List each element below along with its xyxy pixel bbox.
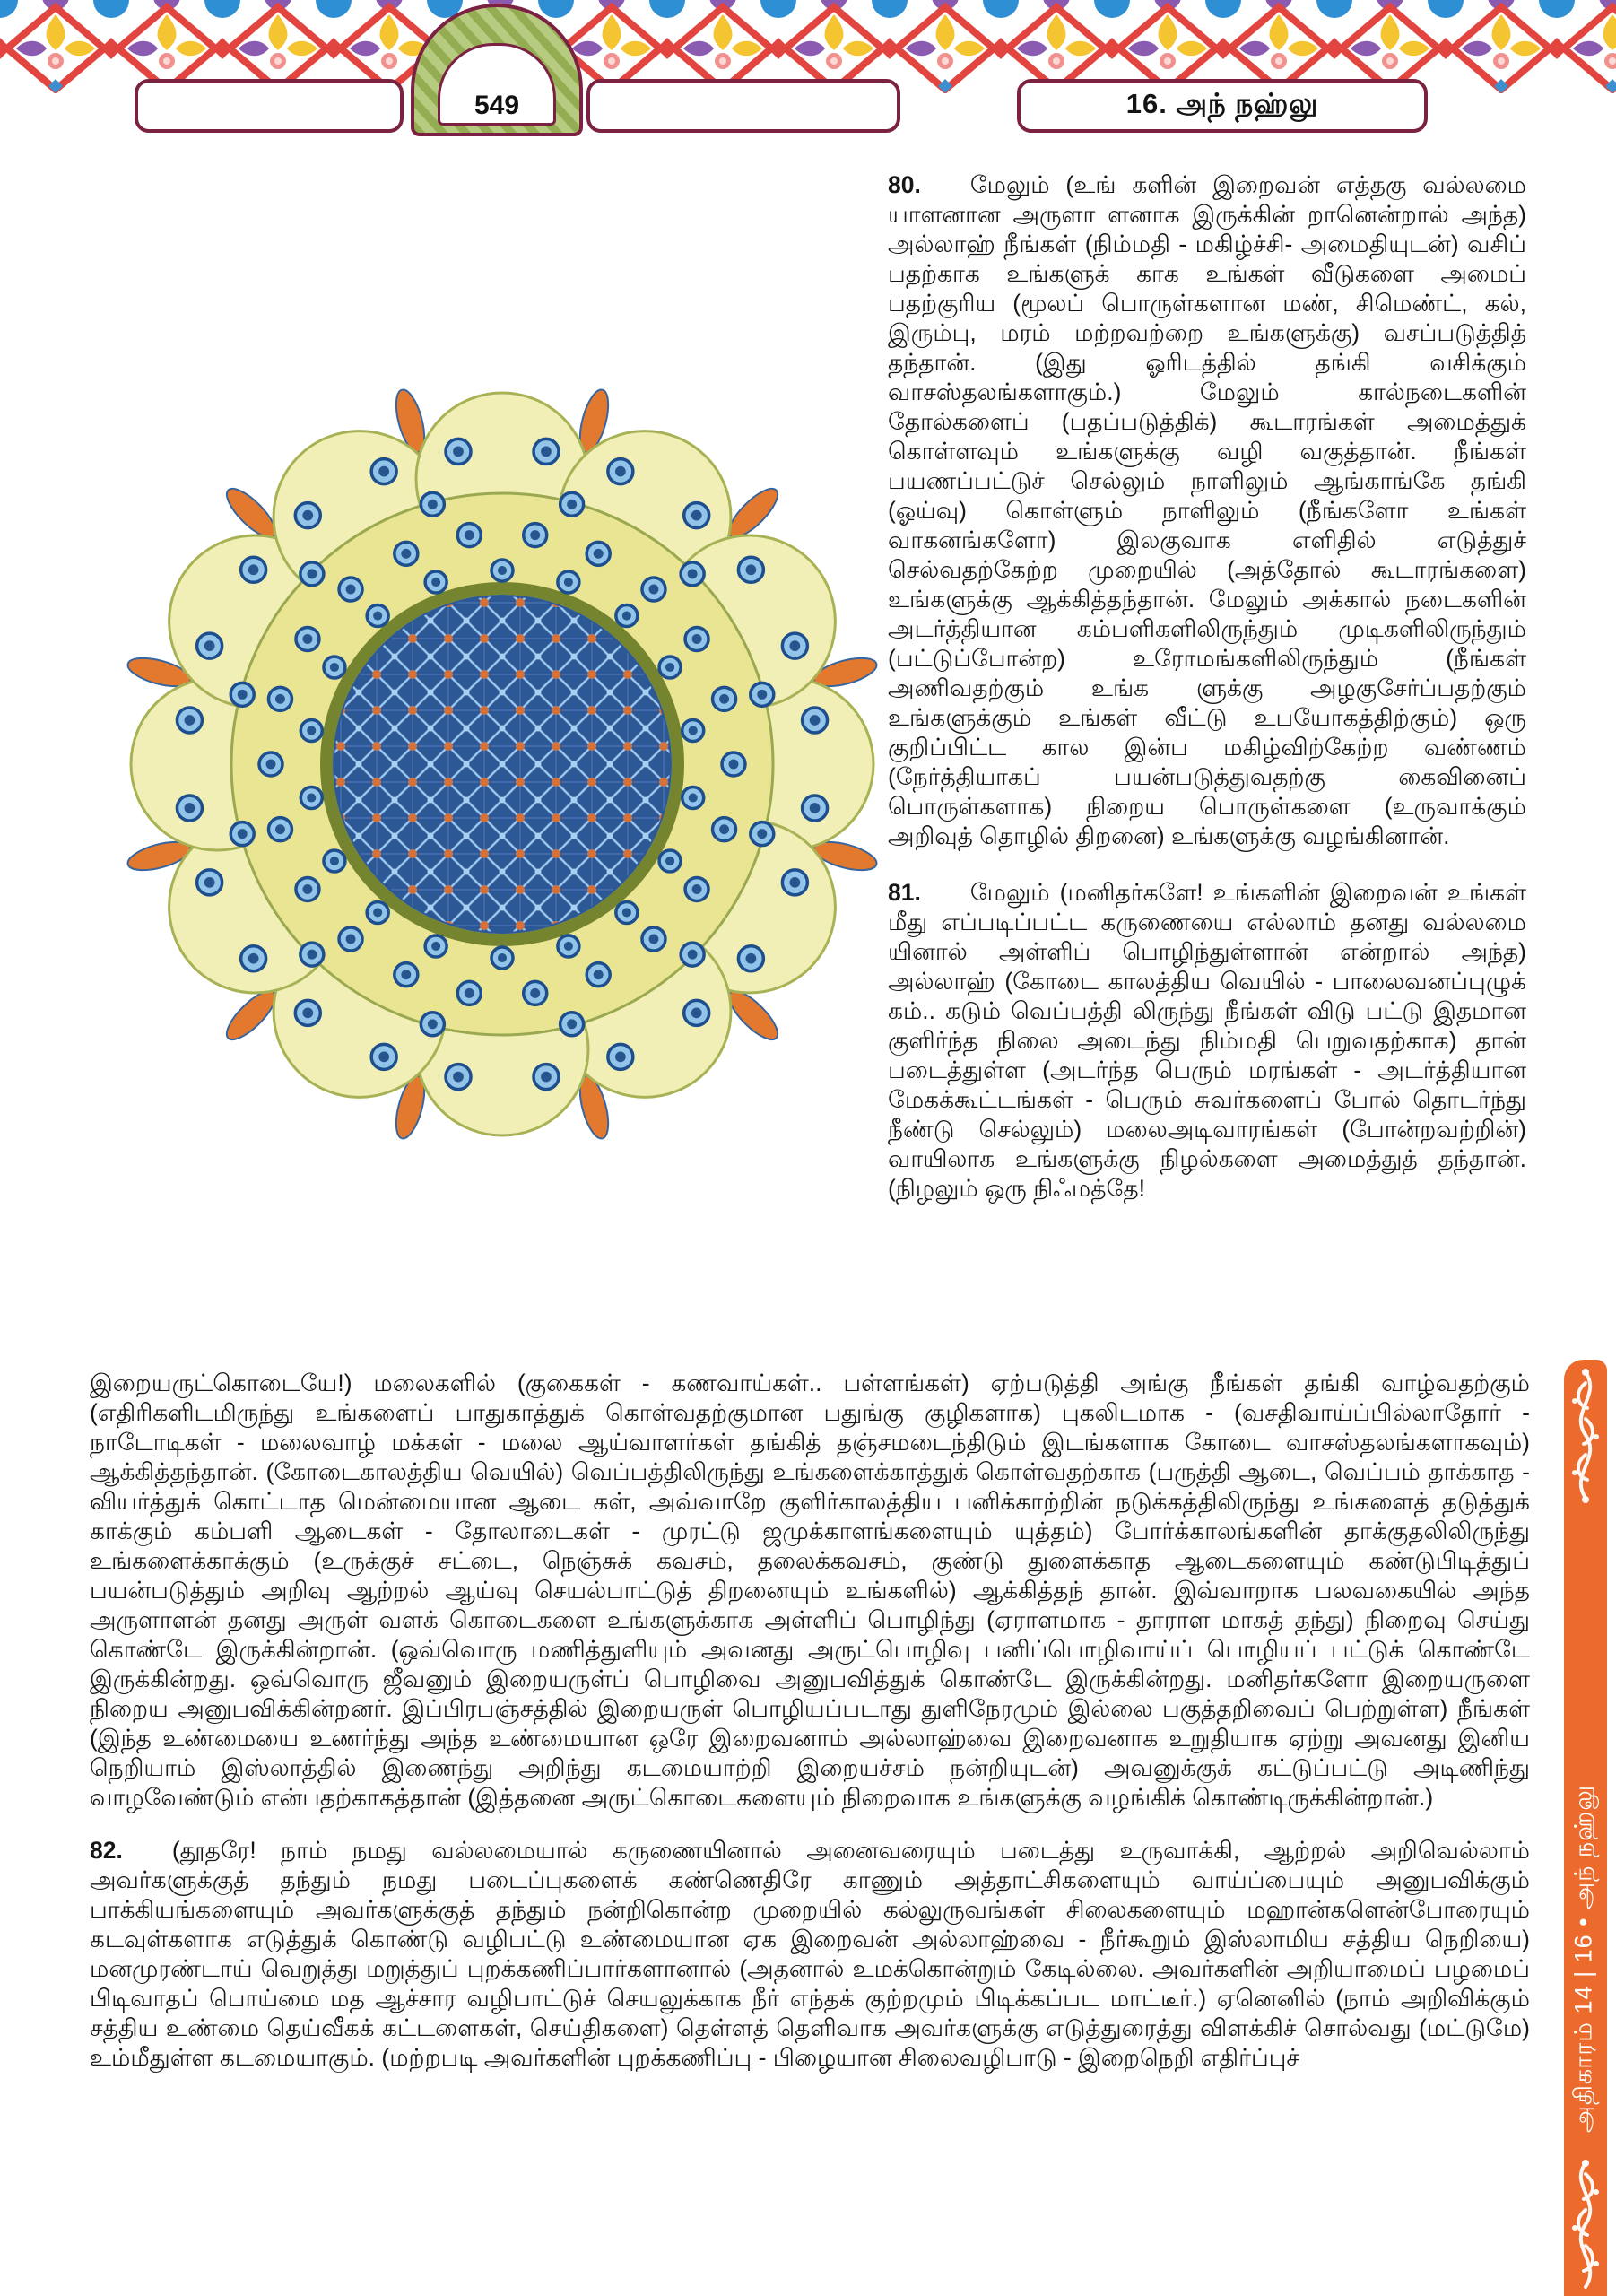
verse-81-continuation-paragraph	[90, 1369, 1530, 1813]
sidebar-floral-ornament-bottom	[1564, 2158, 1607, 2292]
verse-82-number: 82.	[90, 1837, 123, 1864]
verse-81-continuation-text: இறையருட்கொடையே!) மலைகளில் (குகைகள் - கணவாய்கள்.. பள்ளங்கள்) ஏற்படுத்தி அங்கு நீங்கள் தங்கி வாழ்வதற்கும் (எதிரிகளிடமிருந்து உங்களைப் பாதுகாத்துக் கொள்வதற்குமான பதுங்கு குழிகளாக) புகலிடமாக - (வசதிவாய்ப்பில்லாதோர் - நாடோடிகள் - மலைவாழ் மக்கள் - மலை ஆய்வாளர்கள் தங்கித் தஞ்சமடைந்திடும் இடங்களாக கோடை வாசஸ்தலங்களாகவும்) ஆக்கித்தந்தான். (கோடைகாலத்திய வெயில்) வெப்பத்திலிருந்து உங்களைக்காத்துக் கொள்வதற்காக (பருத்தி ஆடை, வெப்பம் தாக்காத - வியர்த்துக் கொட்டாத மென்மையான ஆடை கள், அவ்வாறே குளிர்காலத்திய பனிக்காற்றின் நடுக்கத்திலிருந்து உங்களைத் தடுத்துக் காக்கும் கம்பளி ஆடைகள் - தோலாடைகள் - முரட்டு ஜமுக்காளங்களையும் யுத்தம்) போர்க்காலங்களின் தாக்குதலிலிருந்து உங்களைக்காக்கும் (உருக்குச் சட்டை, நெஞ்சுக் கவசம், தலைக்கவசம், குண்டு துளைக்காத ஆடைகளையும் கண்டுபிடித்துப் பயன்படுத்தும் அறிவு ஆற்றல் ஆய்வு செயல்பாட்டுத் திறனையும் உங்களில்) ஆக்கித்தந் தான். இவ்வாறாக பலவகையில் அந்த அருளாளன் தனது அருள் வளக் கொடைகளை உங்களுக்காக அள்ளிப் பொழிந்து (ஏராளமாக - தாராள மாகத் தந்து) நிறைவு செய்து கொண்டே இருக்கின்றான். (ஒவ்வொரு மணித்துளியும் அவனது அருட்பொழிவு பனிப்பொழிவாய்ப் பொழியப் பட்டுக் கொண்டே இருக்கின்றது. ஒவ்வொரு ஜீவனும் இறையருள்ப் பொழிவை அனுபவித்துக் கொண்டே இருக்கின்றது. மனிதர்களோ இறையருளை நிறைய அனுபவிக்கின்றனர். இப்பிரபஞ்சத்தில் இறையருள் பொழியப்படாது துளிநேரமும் இல்லை பகுத்தறிவைப் பெற்றுள்ள) நீங்கள் (இந்த உண்மையை உணர்ந்து அந்த உண்மையான ஒரே இறைவனாம் அல்லாஹ்வை இறைவனாக உறுதியாக ஏற்று அவனது இனிய நெறியாம் இஸ்லாத்தில் இணைந்து அறிந்து கடமையாற்றி இறையச்சம் நன்றியுடன்) அவனுக்குக் கட்டுப்பட்டு அடிணிந்து வாழவேண்டும் என்பதற்காகத்தான் (இத்தனை அருட்கொடைகளையும் நிறைவாக உங்களுக்கு வழங்கிக் கொண்டிருக்கின்றான்.)	[90, 1370, 1530, 1811]
sidebar-chapter-label: அதிகாரம் 14 | 16 • அந் நஹ்லு	[1569, 1785, 1597, 2134]
header-cartouche-middle	[586, 79, 900, 133]
verse-80-paragraph	[888, 170, 1526, 851]
islamic-rosette-ornament	[115, 377, 890, 1152]
verse-81-text: மேலும் (மனிதர்களே! உங்களின் இறைவன் உங்கள் மீது எப்படிப்பட்ட கருணையை எல்லாம் தனது வல்லமை யினால் அள்ளிப் பொழிந்துள்ளான் என்றால் அந்த) அல்லாஹ் (கோடை காலத்திய வெயில் - பாலைவனப்புழுக் கம்.. கடும் வெப்பத்தி லிருந்து நீங்கள் விடு பட்டு இதமான குளிர்ந்த நிலை அடைந்து நிம்மதி பெறுவதற்காக) தான் படைத்துள்ள (அடர்ந்த பெரும் மரங்கள் - அடர்த்தியான மேகக்கூட்டங்கள் - பெரும் சுவர்களைப் போல் தொடர்ந்து நீண்டு செல்லும்) மலைஅடிவாரங்கள் (போன்றவற்றின்) வாயிலாக உங்களுக்கு நிழல்களை அமைத்துத் தந்தான். (நிழலும் ஒரு நிஃமத்தே!	[888, 879, 1526, 1202]
chapter-title: 16. அந் நஹ்லு	[1125, 88, 1319, 119]
header-cartouche-title	[1017, 79, 1428, 133]
page-number: 549	[438, 43, 556, 126]
verse-80-text: மேலும் (உங் களின் இறைவன் எத்தகு வல்லமை யாளனான அருளா ளனாக இருக்கின் றானென்றால் அந்த) அல்லாஹ் நீங்கள் (நிம்மதி - மகிழ்ச்சி- அமைதியுடன்) வசிப் பதற்காக உங்களுக் காக உங்கள் வீடுகளை அமைப் பதற்குரிய (மூலப் பொருள்களான மண், சிமெண்ட், கல், இரும்பு, மரம் மற்றவற்றை உங்களுக்கு) வசப்படுத்தித் தந்தான். (இது ஓரிடத்தில் தங்கி வசிக்கும் வாசஸ்தலங்களாகும்.) மேலும் கால்நடைகளின் தோல்களைப் (பதப்படுத்திக்) கூடாரங்கள் அமைத்துக் கொள்ளவும் உங்களுக்கு வழி வகுத்தான். நீங்கள் பயணப்பட்டுச் செல்லும் நாளிலும் ஆங்காங்கே தங்கி (ஓய்வு) கொள்ளும் நாளிலும் (நீங்களோ உங்கள் வாகனங்களோ) இலகுவாக எளிதில் எடுத்துச் செல்வதற்கேற்ற முறையில் (அத்தோல் கூடாரங்களை) உங்களுக்கு ஆக்கித்தந்தான். மேலும் அக்கால் நடைகளின் அடர்த்தியான கம்பளிகளிலிருந்தும் முடிகளிலிருந்தும் (பட்டுப்போன்ற) உரோமங்களிலிருந்தும் (நீங்கள் அணிவதற்கும் உங்க ளுக்கு அழகுசேர்ப்பதற்கும் உங்களுக்கும் உங்கள் வீட்டு உபயோகத்திற்கும்) ஒரு குறிப்பிட்ட கால இன்ப மகிழ்விற்கேற்ற வண்ணம் (நேர்த்தியாகப் பயன்படுத்துவதற்கு கைவினைப் பொருள்களாக) நிறைய பொருள்களை (உருவாக்கும் அறிவுத் தொழில் திறனை) உங்களுக்கு வழங்கினான்.	[888, 171, 1526, 849]
chapter-sidebar	[1564, 1360, 1607, 2296]
full-width-text-block	[90, 1369, 1530, 2096]
sidebar-floral-ornament-top	[1564, 1365, 1607, 1544]
verse-80-number: 80.	[888, 171, 921, 198]
header-cartouche-left	[135, 79, 404, 133]
verse-81-number: 81.	[888, 879, 921, 906]
verse-82-paragraph	[90, 1836, 1530, 2073]
verse-column	[888, 170, 1526, 1231]
verse-81-paragraph	[888, 878, 1526, 1204]
verse-82-text: (தூதரே! நாம் நமது வல்லமையால் கருணையினால் அனைவரையும் படைத்து உருவாக்கி, ஆற்றல் அறிவெல்லாம் அவர்களுக்குத் தந்தும் நமது படைப்புகளைக் கண்ணெதிரே காணும் அத்தாட்சிகளையும் வாய்ப்பையும் அனுபவிக்கும் பாக்கியங்களையும் அவர்களுக்குத் தந்தும் நன்றிகொன்ற முறையில் கல்லுருவங்கள் சிலைகளையும் மஹான்களென்போரையும் கடவுள்களாக எடுத்துக் கொண்டு வழிபட்டு உண்மையான ஏக இறைவன் அல்லாஹ்வை - நீர்கூறும் இஸ்லாமிய சத்திய நெறியை) மனமுரண்டாய் வெறுத்து மறுத்துப் புறக்கணிப்பார்களானால் (அதனால் உமக்கொன்றும் கேடில்லை. அவர்களின் அறியாமைப் பழமைப் பிடிவாதப் பொய்மை மத ஆச்சார வழிபாட்டுச் செயலுக்காக நீர் எந்தக் குற்றமும் பிடிக்கப்பட மாட்டீர்.) ஏனெனில் (நாம் அறிவிக்கும் சத்திய உண்மை தெய்வீகக் கட்டளைகள், செய்திகளை) தெள்ளத் தெளிவாக அவர்களுக்கு எடுத்துரைத்து விளக்கிச் சொல்வது (மட்டுமே) உம்மீதுள்ள கடமையாகும். (மற்றபடி அவர்களின் புறக்கணிப்பு - பிழையான சிலைவழிபாடு - இறைநெறி எதிர்ப்புச்	[90, 1837, 1530, 2071]
